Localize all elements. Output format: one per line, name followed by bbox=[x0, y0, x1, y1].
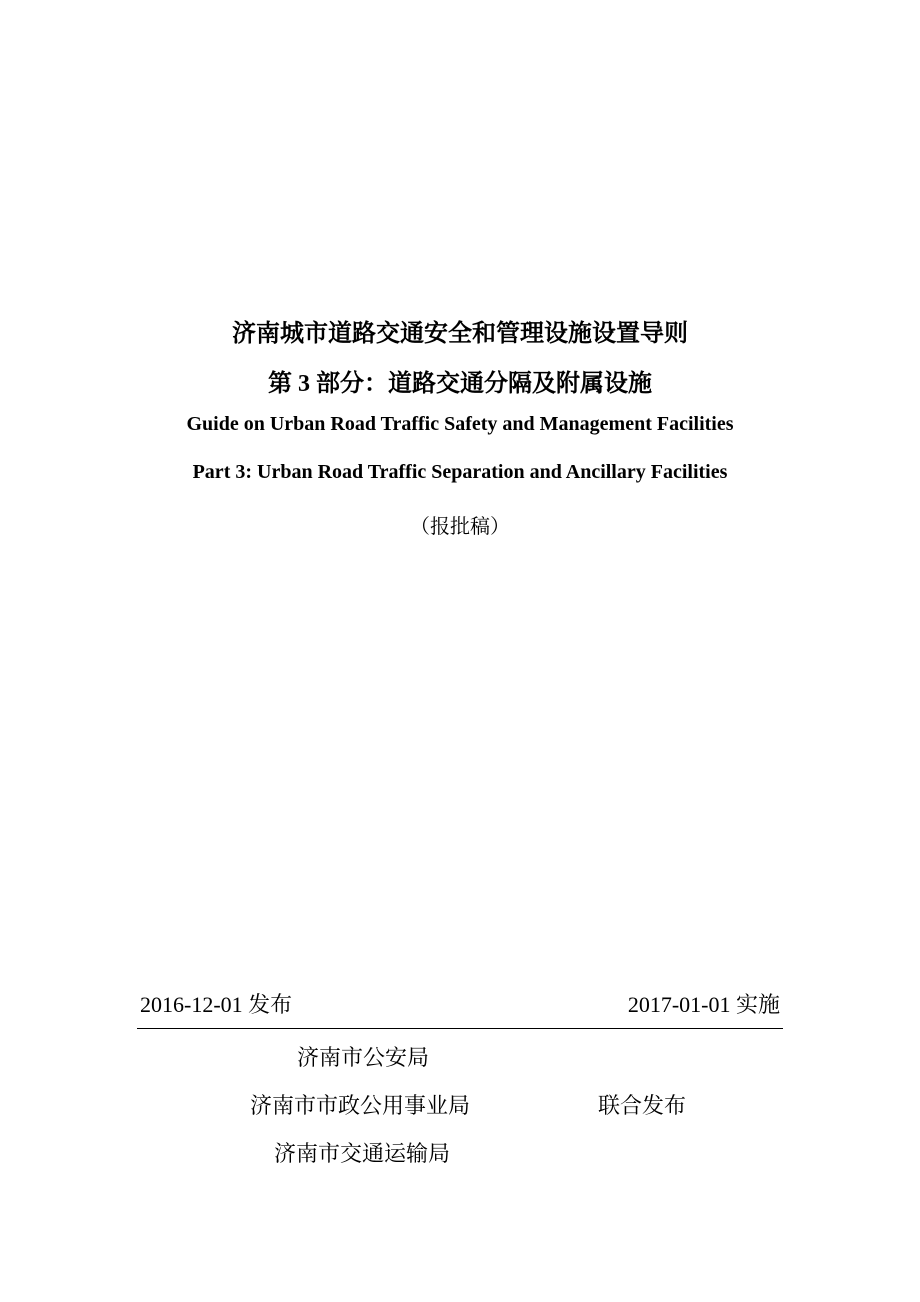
release-date: 2016-12-01 发布 bbox=[140, 992, 293, 1017]
english-title: Guide on Urban Road Traffic Safety and Management Facilities bbox=[186, 413, 734, 435]
chinese-part-title: 第 3 部分：道路交通分隔及附属设施 bbox=[268, 371, 652, 397]
chinese-title: 济南城市道路交通安全和管理设施设置导则 bbox=[232, 321, 688, 347]
date-divider-line bbox=[137, 1028, 783, 1029]
issuer-public-security-bureau: 济南市公安局 bbox=[297, 1045, 430, 1070]
english-part-title: Part 3: Urban Road Traffic Separation and Ancillary Facilities bbox=[192, 461, 728, 483]
issuer-transport-bureau: 济南市交通运输局 bbox=[274, 1141, 451, 1166]
joint-release-label: 联合发布 bbox=[598, 1093, 687, 1118]
implementation-date: 2017-01-01 实施 bbox=[627, 992, 780, 1017]
issuer-municipal-utilities-bureau: 济南市市政公用事业局 bbox=[250, 1093, 471, 1118]
draft-status: （报批稿） bbox=[410, 516, 510, 538]
